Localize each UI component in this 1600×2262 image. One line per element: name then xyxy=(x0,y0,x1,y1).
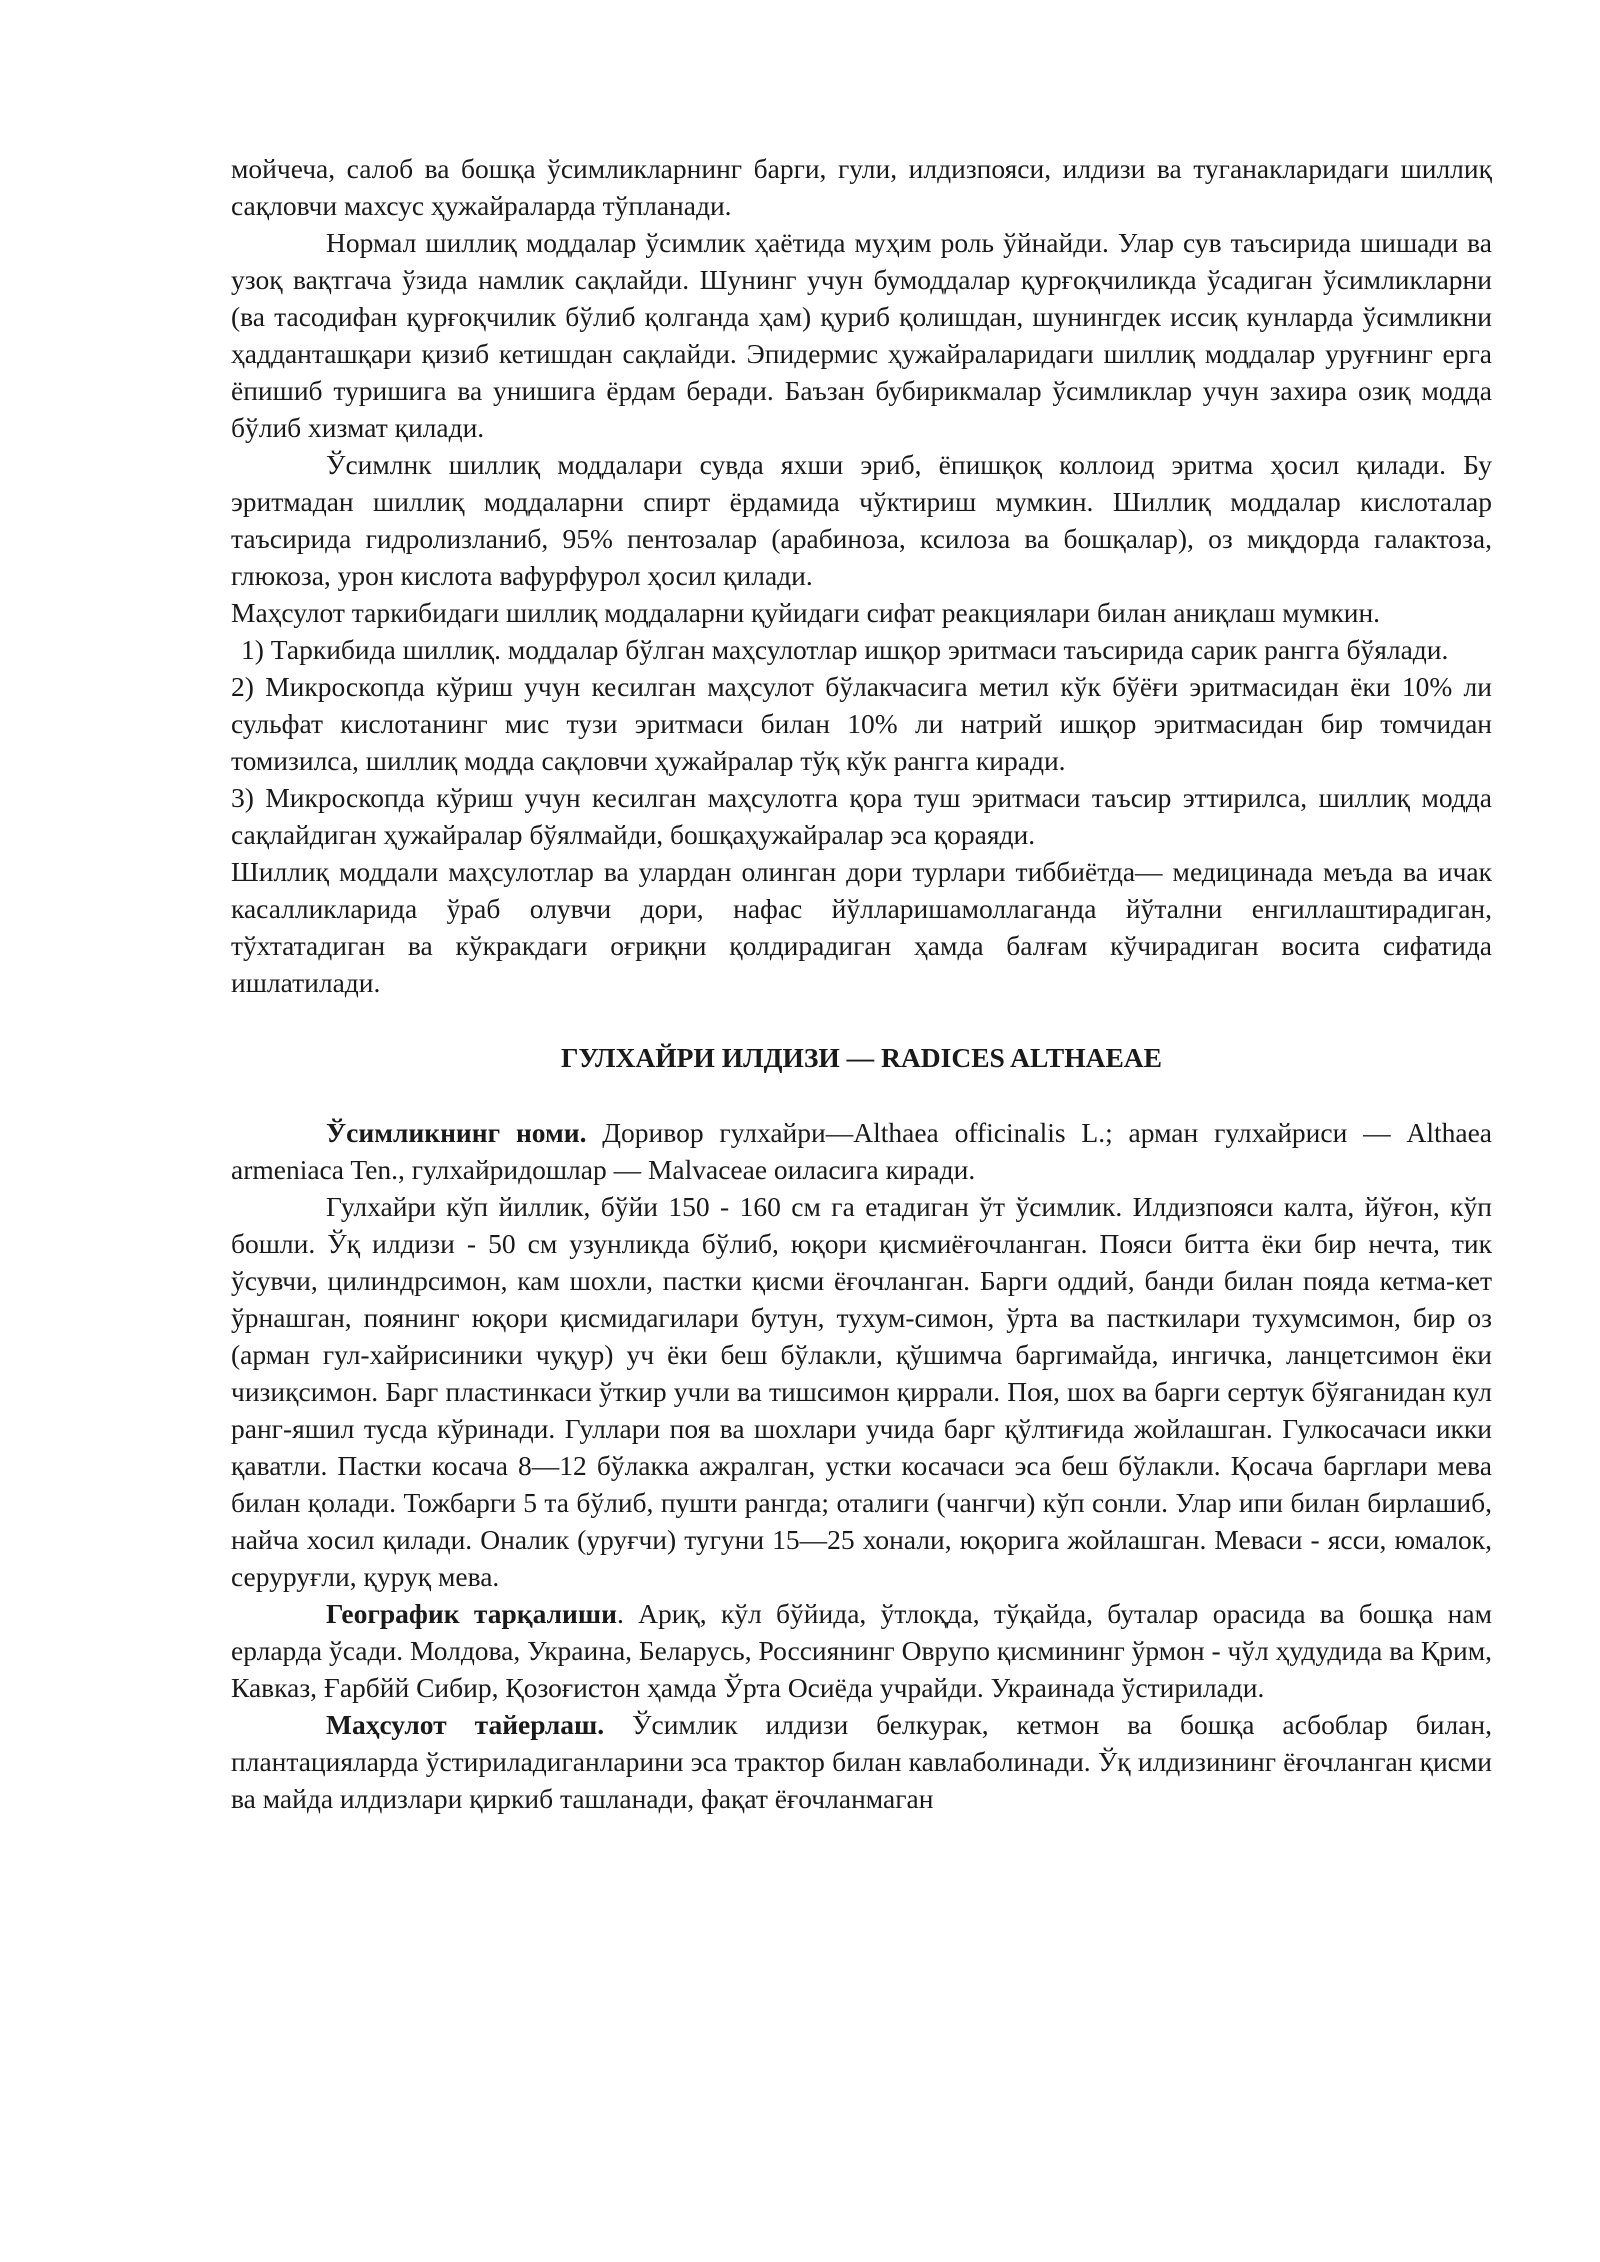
paragraph-3: Ўсимлнк шиллиқ моддалари сувда яхши эриб, ёпишқоқ коллоид эритма ҳосил қилади. Бу эритмадан шиллиқ моддаларни спирт ёрдамида чўктириш мумкин. Шиллиқ моддалар кислоталар таъсирида гидролизланиб, 95% пентозалар (арабиноза, ксилоза ва бошқалар), оз миқдорда галактоза, глюкоза, урон кислота вафурфурол ҳосил қилади. xyxy=(231,449,1492,591)
paragraph-5: Шиллиқ моддали маҳсулотлар ва улардан олинган дори турлари тиббиётда— медицинада меъда ва ичак касалликларида ўраб олувчи дори, нафас йўлларишамоллаганда йўтални енгиллаштирадиган, тўхтатадиган ва кўкракдаги оғриқни қолдирадиган ҳамда балғам кўчирадиган восита сифатида ишлатилади. xyxy=(231,856,1492,998)
list-item-3: 3) Микроскопда кўриш учун кесилган маҳсулотга қора туш эритмаси таъсир эттирилса, шиллиқ модда сақлайдиган ҳужайралар бўялмайди, бошқаҳужайралар эса қораяди. xyxy=(231,782,1492,850)
geography-label: Географик тарқалиши xyxy=(326,1598,617,1629)
paragraph-4: Маҳсулот таркибидаги шиллиқ моддаларни қуйидаги сифат реакциялари билан аниқлаш мумкин. xyxy=(231,597,1381,628)
document-page xyxy=(231,150,1492,1817)
paragraph-2: Нормал шиллиқ моддалар ўсимлик ҳаётида муҳим роль ўйнайди. Улар сув таъсирида шишади ва узоқ вақтгача ўзида намлик сақлайди. Шунинг учун бумоддалар қурғоқчиликда ўсадиган ўсимликларни (ва тасодифан қурғоқчилик бўлиб қолганда ҳам) қуриб қолишдан, шунингдек иссиқ кунларда ўсимликни ҳадданташқари қизиб кетишдан сақлайди. Эпидермис ҳужайраларидаги шиллиқ моддалар уруғнинг ерга ёпишиб туришига ва унишига ёрдам беради. Баъзан бубирикмалар ўсимликлар учун захира озиқ модда бўлиб хизмат қилади. xyxy=(231,227,1492,443)
plant-name-paragraph xyxy=(231,1114,1492,1188)
section-heading: ГУЛХАЙРИ ИЛДИЗИ — RADICES ALTHAEAE xyxy=(560,1042,1162,1073)
paragraph-1: мойчеча, салоб ва бошқа ўсимликларнинг барги, гули, илдизпояси, илдизи ва туганакларидаги шиллиқ сақловчи махсус ҳужайраларда тўпланади. xyxy=(231,153,1492,221)
harvest-paragraph xyxy=(231,1706,1492,1817)
list-item-2: 2) Микроскопда кўриш учун кесилган маҳсулот бўлакчасига метил кўк бўёғи эритмасидан ёки 10% ли сульфат кислотанинг мис тузи эритмаси билан 10% ли натрий ишқор эритмасидан бир томчидан томизилса, шиллиқ модда сақловчи ҳужайралар тўқ кўк рангга киради. xyxy=(231,671,1492,776)
geography-paragraph xyxy=(231,1595,1492,1706)
geography-text: . Ариқ, кўл бўйида, ўтлоқда, тўқайда, буталар орасида ва бошқа нам ерларда ўсади. Молдова, Украина, Беларусь, Россиянинг Оврупо қисмининг ўрмон - чўл ҳудудида ва Қрим, Кавказ, Ғарбйй Сибир, Қозоғистон ҳамда Ўрта Осиёда учрайди. Украинада ўстирилади. xyxy=(231,1598,1492,1703)
harvest-label: Маҳсулот тайерлаш. xyxy=(326,1709,605,1740)
list-item-1: 1) Таркибида шиллиқ. моддалар бўлган маҳсулотлар ишқор эритмаси таъсирида сарик рангга бўялади. xyxy=(241,634,1449,665)
plant-name-label: Ўсимликнинг номи. xyxy=(326,1117,587,1148)
harvest-text: Ўсимлик илдизи белкурак, кетмон ва бошқа асбоблар билан, плантацияларда ўстириладиганларини эса трактор билан кавлаболинади. Ўқ илдизининг ёғочланган қисми ва майда илдизлари қиркиб ташланади, фақат ёғочланмаган xyxy=(231,1709,1492,1814)
plant-name-text: Доривор гулхайри—Althaea officinalis L.; арман гулхайриси — Althaea armeniaca Ten., гулхайридошлар — Malvaceae оиласига киради. xyxy=(231,1117,1492,1185)
plant-description: Гулхайри кўп йиллик, бўйи 150 - 160 см га етадиган ўт ўсимлик. Илдизпояси калта, йўғон, кўп бошли. Ўқ илдизи - 50 см узунликда бўлиб, юқори қисмиёғочланган. Пояси битта ёки бир нечта, тик ўсувчи, цилиндрсимон, кам шохли, пастки қисми ёғочланган. Барги оддий, банди билан пояда кетма-кет ўрнашган, поянинг юқори қисмидагилари бутун, тухум-симон, ўрта ва пасткилари тухумсимон, бир оз (арман гул-хайрисиники чуқур) уч ёки беш бўлакли, қўшимча баргимайда, ингичка, ланцетсимон ёки чизиқсимон. Барг пластинкаси ўткир учли ва тишсимон қиррали. Поя, шох ва барги сертук бўяганидан кул ранг-яшил тусда кўринади. Гуллари поя ва шохлари учида барг қўлтиғида жойлашган. Гулкосачаси икки қаватли. Пастки косача 8—12 бўлакка ажралган, устки косачаси эса беш бўлакли. Қосача барглари мева билан қолади. Тожбарги 5 та бўлиб, пушти рангда; оталиги (чангчи) кўп сонли. Улар ипи билан бирлашиб, найча хосил қилади. Оналик (уруғчи) тугуни 15—25 хонали, юқорига жойлашган. Меваси - ясси, юмалок, серуруғли, қуруқ мева. xyxy=(231,1191,1492,1592)
